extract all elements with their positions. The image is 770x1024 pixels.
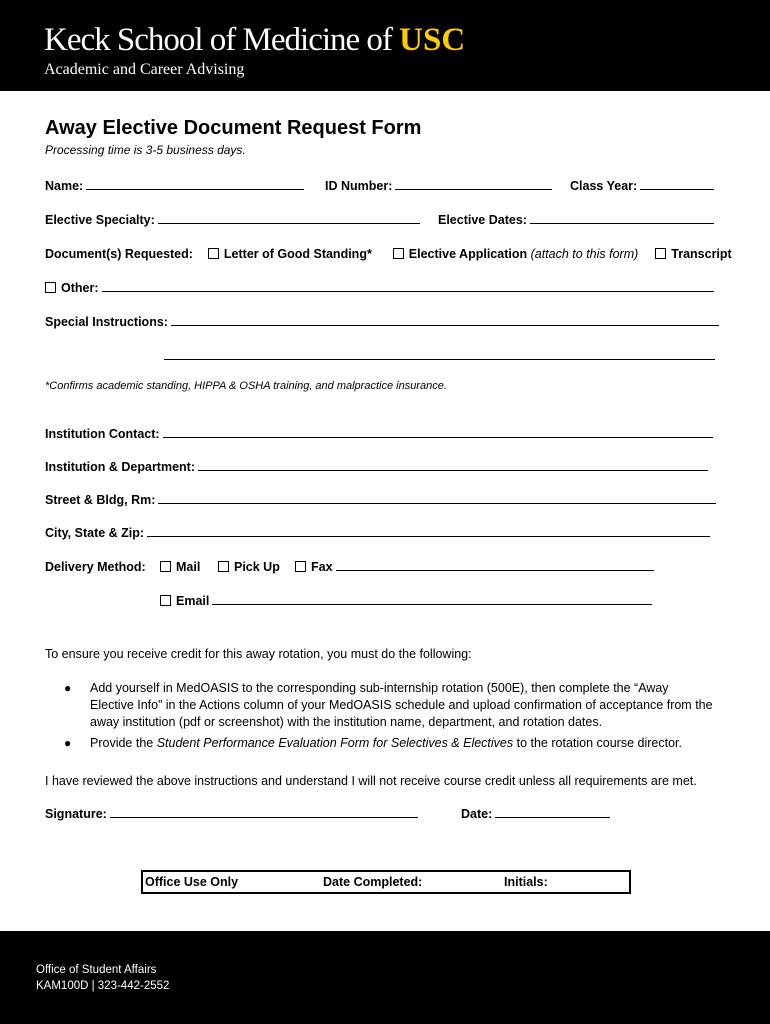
- email-checkbox[interactable]: [160, 595, 171, 606]
- street-line[interactable]: [158, 492, 716, 504]
- footnote: *Confirms academic standing, HIPPA & OSHA training, and malpractice insurance.: [45, 380, 447, 392]
- elective-dates-field[interactable]: [438, 212, 714, 228]
- list-item: [64, 680, 714, 731]
- department-subtitle: Academic and Career Advising: [44, 61, 245, 78]
- logo-text: Keck School of Medicine of: [44, 22, 392, 58]
- logo-usc: USC: [399, 22, 466, 58]
- instructions-list: [64, 680, 714, 756]
- id-number-label: ID Number:: [325, 179, 393, 193]
- name-label: Name:: [45, 179, 84, 193]
- fax-label: Fax: [311, 560, 333, 574]
- bullet2-suffix: to the rotation course director.: [513, 736, 682, 750]
- city-field[interactable]: [45, 525, 710, 541]
- date-line[interactable]: [495, 806, 610, 818]
- delivery-fax-option[interactable]: [295, 559, 654, 575]
- city-line[interactable]: [147, 525, 710, 537]
- name-line[interactable]: [86, 178, 304, 190]
- other-field[interactable]: [45, 280, 714, 296]
- transcript-checkbox[interactable]: [655, 248, 666, 259]
- transcript-label: Transcript: [671, 247, 732, 261]
- email-line[interactable]: [212, 593, 652, 605]
- street-label: Street & Bldg, Rm:: [45, 493, 156, 507]
- mail-checkbox[interactable]: [160, 561, 171, 572]
- pickup-checkbox[interactable]: [218, 561, 229, 572]
- special-instructions-label: Special Instructions:: [45, 315, 168, 329]
- class-year-line[interactable]: [640, 178, 714, 190]
- special-instructions-line-1[interactable]: [171, 314, 719, 326]
- delivery-method-label: Delivery Method:: [45, 560, 146, 574]
- delivery-email-option[interactable]: [160, 593, 652, 609]
- office-use-box: [141, 870, 631, 894]
- elective-specialty-line[interactable]: [158, 212, 420, 224]
- page-header: [0, 0, 770, 91]
- id-number-line[interactable]: [395, 178, 552, 190]
- instruction-bullet-2: [90, 735, 682, 752]
- keck-usc-logo: [44, 20, 465, 60]
- date-label: Date:: [461, 807, 493, 821]
- date-completed-label: Date Completed:: [323, 875, 423, 889]
- institution-department-field[interactable]: [45, 459, 708, 475]
- processing-note: Processing time is 3-5 business days.: [45, 143, 246, 157]
- bullet-icon: ●: [64, 736, 72, 750]
- signature-label: Signature:: [45, 807, 107, 821]
- street-field[interactable]: [45, 492, 716, 508]
- delivery-pickup-option[interactable]: [218, 559, 280, 575]
- other-label: Other:: [61, 281, 99, 295]
- institution-contact-field[interactable]: [45, 426, 713, 442]
- id-number-field[interactable]: [325, 178, 552, 194]
- class-year-label: Class Year:: [570, 179, 638, 193]
- fax-line[interactable]: [336, 559, 654, 571]
- institution-department-line[interactable]: [198, 459, 708, 471]
- footer-office: Office of Student Affairs: [36, 964, 157, 976]
- special-instructions-line-2[interactable]: [164, 348, 715, 360]
- acknowledgement-text: I have reviewed the above instructions and understand I will not receive course credit unless all requirements are met.: [45, 774, 697, 788]
- delivery-mail-option[interactable]: [160, 559, 200, 575]
- footer-contact: KAM100D | 323-442-2552: [36, 980, 170, 992]
- elective-dates-label: Elective Dates:: [438, 213, 527, 227]
- email-label: Email: [176, 594, 210, 608]
- initials-label: Initials:: [504, 875, 548, 889]
- other-line[interactable]: [102, 280, 714, 292]
- date-field[interactable]: [461, 806, 610, 822]
- other-checkbox[interactable]: [45, 282, 56, 293]
- institution-department-label: Institution & Department:: [45, 460, 195, 474]
- institution-contact-label: Institution Contact:: [45, 427, 160, 441]
- signature-field[interactable]: [45, 806, 418, 822]
- fax-checkbox[interactable]: [295, 561, 306, 572]
- page-footer: [0, 931, 770, 1024]
- form-title: Away Elective Document Request Form: [45, 117, 422, 139]
- documents-requested-label: Document(s) Requested:: [45, 247, 193, 261]
- evaluation-form-name: Student Performance Evaluation Form for Selectives & Electives: [156, 736, 514, 750]
- instructions-intro: To ensure you receive credit for this away rotation, you must do the following:: [45, 647, 472, 661]
- elective-specialty-label: Elective Specialty:: [45, 213, 155, 227]
- city-label: City, State & Zip:: [45, 526, 145, 540]
- mail-label: Mail: [176, 560, 201, 574]
- institution-contact-line[interactable]: [163, 426, 713, 438]
- good-standing-label: Letter of Good Standing*: [223, 247, 372, 261]
- elective-application-checkbox[interactable]: [393, 248, 404, 259]
- footer-text: [36, 962, 169, 994]
- instruction-bullet-1: Add yourself in MedOASIS to the corresponding sub-internship rotation (500E), then complete the “Away Elective Info” in the Actions column of your MedOASIS schedule and upload confirmation of acceptance from the away institution (pdf or screenshot) with the institution name, department, and rotation dates.: [90, 681, 713, 729]
- list-item: [64, 735, 714, 752]
- class-year-field[interactable]: [570, 178, 714, 194]
- pickup-label: Pick Up: [234, 560, 280, 574]
- bullet2-prefix: Provide the: [90, 736, 157, 750]
- bullet-icon: ●: [64, 681, 72, 695]
- elective-dates-line[interactable]: [530, 212, 714, 224]
- documents-requested-row: [45, 246, 732, 262]
- attach-note: (attach to this form): [530, 247, 639, 261]
- elective-specialty-field[interactable]: [45, 212, 420, 228]
- special-instructions-field[interactable]: [45, 314, 719, 330]
- office-use-title: Office Use Only: [145, 875, 239, 889]
- name-field[interactable]: [45, 178, 304, 194]
- good-standing-checkbox[interactable]: [208, 248, 219, 259]
- elective-application-label: Elective Application: [408, 247, 528, 261]
- signature-line[interactable]: [110, 806, 418, 818]
